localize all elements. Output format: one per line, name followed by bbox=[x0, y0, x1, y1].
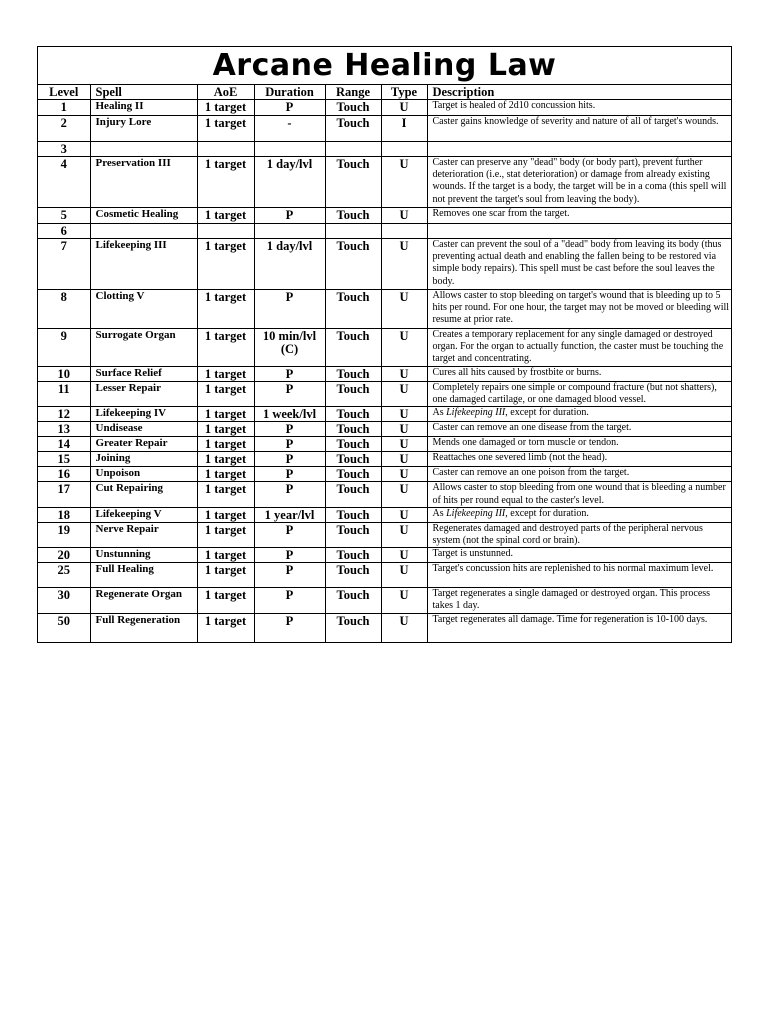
cell-duration: P bbox=[254, 437, 325, 452]
cell-aoe: 1 target bbox=[197, 563, 254, 588]
cell-range: Touch bbox=[325, 367, 381, 382]
cell-spell: Preservation III bbox=[90, 157, 197, 208]
cell-aoe: 1 target bbox=[197, 239, 254, 290]
table-row bbox=[38, 329, 732, 367]
table-row bbox=[38, 208, 732, 224]
cell-aoe: 1 target bbox=[197, 382, 254, 407]
cell-spell: Injury Lore bbox=[90, 116, 197, 142]
cell-duration: 10 min/lvl (C) bbox=[254, 329, 325, 367]
cell-duration: P bbox=[254, 290, 325, 329]
cell-range: Touch bbox=[325, 157, 381, 208]
cell-spell: Nerve Repair bbox=[90, 522, 197, 547]
cell-duration: P bbox=[254, 100, 325, 116]
cell-spell: Lesser Repair bbox=[90, 382, 197, 407]
cell-type bbox=[381, 142, 427, 157]
spell-table bbox=[38, 85, 732, 642]
header-duration: Duration bbox=[254, 85, 325, 100]
cell-aoe: 1 target bbox=[197, 367, 254, 382]
cell-type: U bbox=[381, 452, 427, 467]
cell-description: Target is healed of 2d10 concussion hits. bbox=[427, 100, 732, 116]
table-row bbox=[38, 239, 732, 290]
cell-type: U bbox=[381, 614, 427, 642]
cell-description: Caster can preserve any "dead" body (or body part), prevent further deterioration (i.e., stat deterioration) or damage from already existing wounds. If the target is a body, the target will be in a coma (this spell will not prevent the target's soul from leaving the body). bbox=[427, 157, 732, 208]
table-row bbox=[38, 522, 732, 547]
cell-level: 4 bbox=[38, 157, 90, 208]
cell-spell: Full Regeneration bbox=[90, 614, 197, 642]
cell-spell: Cosmetic Healing bbox=[90, 208, 197, 224]
cell-range: Touch bbox=[325, 407, 381, 422]
description-text: , except for duration. bbox=[505, 407, 589, 419]
cell-duration: P bbox=[254, 614, 325, 642]
cell-spell: Joining bbox=[90, 452, 197, 467]
cell-aoe: 1 target bbox=[197, 100, 254, 116]
cell-duration: P bbox=[254, 382, 325, 407]
cell-duration: P bbox=[254, 422, 325, 437]
cell-spell: Greater Repair bbox=[90, 437, 197, 452]
description-text: , except for duration. bbox=[505, 507, 589, 519]
cell-aoe: 1 target bbox=[197, 614, 254, 642]
cell-description: Removes one scar from the target. bbox=[427, 208, 732, 224]
cell-type: U bbox=[381, 437, 427, 452]
cell-description: Reattaches one severed limb (not the head). bbox=[427, 452, 732, 467]
cell-spell: Full Healing bbox=[90, 563, 197, 588]
cell-type: U bbox=[381, 467, 427, 482]
cell-level: 5 bbox=[38, 208, 90, 224]
cell-duration: P bbox=[254, 548, 325, 563]
cell-level: 13 bbox=[38, 422, 90, 437]
page-title: Arcane Healing Law bbox=[38, 47, 731, 85]
cell-range: Touch bbox=[325, 452, 381, 467]
cell-description: Caster can prevent the soul of a "dead" body from leaving its body (thus preventing actual death and enabling the fallen being to be restored via simple body repairs). This spell must be cast before the soul leaves the body. bbox=[427, 239, 732, 290]
cell-aoe: 1 target bbox=[197, 208, 254, 224]
cell-duration: P bbox=[254, 208, 325, 224]
cell-type: U bbox=[381, 407, 427, 422]
cell-level: 25 bbox=[38, 563, 90, 588]
cell-spell bbox=[90, 142, 197, 157]
cell-aoe: 1 target bbox=[197, 290, 254, 329]
cell-type: U bbox=[381, 208, 427, 224]
cell-type: U bbox=[381, 100, 427, 116]
cell-level: 14 bbox=[38, 437, 90, 452]
table-row bbox=[38, 467, 732, 482]
cell-aoe: 1 target bbox=[197, 507, 254, 522]
cell-spell: Undisease bbox=[90, 422, 197, 437]
table-row bbox=[38, 382, 732, 407]
cell-level: 30 bbox=[38, 588, 90, 614]
cell-spell: Unstunning bbox=[90, 548, 197, 563]
cell-duration: P bbox=[254, 588, 325, 614]
cell-level: 1 bbox=[38, 100, 90, 116]
cell-type: U bbox=[381, 382, 427, 407]
cell-level: 15 bbox=[38, 452, 90, 467]
cell-aoe bbox=[197, 142, 254, 157]
table-row bbox=[38, 614, 732, 642]
cell-type: U bbox=[381, 367, 427, 382]
cell-spell: Regenerate Organ bbox=[90, 588, 197, 614]
cell-type: U bbox=[381, 290, 427, 329]
cell-type: U bbox=[381, 588, 427, 614]
cell-level: 12 bbox=[38, 407, 90, 422]
cell-spell: Unpoison bbox=[90, 467, 197, 482]
cell-aoe: 1 target bbox=[197, 437, 254, 452]
table-row bbox=[38, 588, 732, 614]
table-row bbox=[38, 100, 732, 116]
cell-spell bbox=[90, 224, 197, 239]
cell-spell: Surface Relief bbox=[90, 367, 197, 382]
cell-description: Completely repairs one simple or compound fracture (but not shatters), one damaged cartilage, or one damaged blood vessel. bbox=[427, 382, 732, 407]
cell-duration: P bbox=[254, 482, 325, 507]
cell-range: Touch bbox=[325, 522, 381, 547]
table-row bbox=[38, 452, 732, 467]
cell-type bbox=[381, 224, 427, 239]
cell-range: Touch bbox=[325, 382, 381, 407]
cell-type: U bbox=[381, 482, 427, 507]
cell-description: Caster gains knowledge of severity and nature of all of target's wounds. bbox=[427, 116, 732, 142]
cell-description: Mends one damaged or torn muscle or tendon. bbox=[427, 437, 732, 452]
cell-type: U bbox=[381, 522, 427, 547]
description-prefix: As bbox=[432, 407, 447, 419]
cell-type: U bbox=[381, 563, 427, 588]
cell-aoe: 1 target bbox=[197, 116, 254, 142]
cell-spell: Lifekeeping V bbox=[90, 507, 197, 522]
cell-level: 17 bbox=[38, 482, 90, 507]
cell-range: Touch bbox=[325, 100, 381, 116]
cell-description: Target's concussion hits are replenished to his normal maximum level. bbox=[427, 563, 732, 588]
cell-level: 8 bbox=[38, 290, 90, 329]
cell-aoe: 1 target bbox=[197, 588, 254, 614]
cell-aoe: 1 target bbox=[197, 407, 254, 422]
header-aoe: AoE bbox=[197, 85, 254, 100]
cell-description bbox=[427, 507, 732, 522]
cell-aoe: 1 target bbox=[197, 422, 254, 437]
cell-type: U bbox=[381, 329, 427, 367]
cell-duration bbox=[254, 142, 325, 157]
cell-level: 50 bbox=[38, 614, 90, 642]
table-row bbox=[38, 437, 732, 452]
table-row bbox=[38, 507, 732, 522]
cell-aoe bbox=[197, 224, 254, 239]
cell-aoe: 1 target bbox=[197, 157, 254, 208]
table-row bbox=[38, 290, 732, 329]
cell-type: U bbox=[381, 548, 427, 563]
cell-range: Touch bbox=[325, 482, 381, 507]
spell-sheet bbox=[37, 46, 732, 643]
cell-range: Touch bbox=[325, 614, 381, 642]
cell-level: 3 bbox=[38, 142, 90, 157]
cell-level: 11 bbox=[38, 382, 90, 407]
cell-duration bbox=[254, 224, 325, 239]
header-range: Range bbox=[325, 85, 381, 100]
cell-type: U bbox=[381, 422, 427, 437]
cell-level: 6 bbox=[38, 224, 90, 239]
table-row bbox=[38, 157, 732, 208]
cell-type: I bbox=[381, 116, 427, 142]
cell-level: 19 bbox=[38, 522, 90, 547]
cell-level: 18 bbox=[38, 507, 90, 522]
cell-aoe: 1 target bbox=[197, 482, 254, 507]
cell-duration: P bbox=[254, 522, 325, 547]
cell-duration: P bbox=[254, 467, 325, 482]
cell-aoe: 1 target bbox=[197, 522, 254, 547]
cell-duration: - bbox=[254, 116, 325, 142]
header-type: Type bbox=[381, 85, 427, 100]
cell-duration: P bbox=[254, 452, 325, 467]
table-row bbox=[38, 224, 732, 239]
cell-aoe: 1 target bbox=[197, 452, 254, 467]
table-row bbox=[38, 116, 732, 142]
description-prefix: As bbox=[432, 507, 447, 519]
cell-description: Allows caster to stop bleeding on target's wound that is bleeding up to 5 hits per round. For one hour, the target may not be moved or bleeding will resume at prior rate. bbox=[427, 290, 732, 329]
cell-description: Target is unstunned. bbox=[427, 548, 732, 563]
cell-level: 9 bbox=[38, 329, 90, 367]
table-row bbox=[38, 482, 732, 507]
cell-aoe: 1 target bbox=[197, 467, 254, 482]
cell-level: 2 bbox=[38, 116, 90, 142]
description-spell-reference: Lifekeeping III bbox=[446, 407, 506, 419]
cell-description: Allows caster to stop bleeding from one wound that is bleeding a number of hits per round equal to the caster's level. bbox=[427, 482, 732, 507]
cell-duration: P bbox=[254, 563, 325, 588]
cell-aoe: 1 target bbox=[197, 548, 254, 563]
cell-description: Caster can remove an one poison from the target. bbox=[427, 467, 732, 482]
cell-description bbox=[427, 224, 732, 239]
table-row bbox=[38, 422, 732, 437]
cell-range: Touch bbox=[325, 290, 381, 329]
cell-description: Target regenerates a single damaged or destroyed organ. This process takes 1 day. bbox=[427, 588, 732, 614]
cell-description: Regenerates damaged and destroyed parts of the peripheral nervous system (not the spinal cord or brain). bbox=[427, 522, 732, 547]
cell-type: U bbox=[381, 507, 427, 522]
table-row bbox=[38, 142, 732, 157]
cell-level: 7 bbox=[38, 239, 90, 290]
cell-description bbox=[427, 142, 732, 157]
cell-duration: 1 year/lvl bbox=[254, 507, 325, 522]
cell-duration: P bbox=[254, 367, 325, 382]
cell-range: Touch bbox=[325, 467, 381, 482]
cell-description bbox=[427, 407, 732, 422]
cell-description: Cures all hits caused by frostbite or burns. bbox=[427, 367, 732, 382]
cell-level: 16 bbox=[38, 467, 90, 482]
cell-duration: 1 day/lvl bbox=[254, 157, 325, 208]
table-row bbox=[38, 367, 732, 382]
cell-type: U bbox=[381, 239, 427, 290]
cell-level: 10 bbox=[38, 367, 90, 382]
cell-duration: 1 day/lvl bbox=[254, 239, 325, 290]
cell-aoe: 1 target bbox=[197, 329, 254, 367]
header-spell: Spell bbox=[90, 85, 197, 100]
cell-range: Touch bbox=[325, 208, 381, 224]
cell-range: Touch bbox=[325, 329, 381, 367]
cell-spell: Clotting V bbox=[90, 290, 197, 329]
table-body bbox=[38, 100, 732, 642]
cell-range: Touch bbox=[325, 422, 381, 437]
cell-spell: Lifekeeping IV bbox=[90, 407, 197, 422]
table-header-row bbox=[38, 85, 732, 100]
header-description: Description bbox=[427, 85, 732, 100]
cell-range: Touch bbox=[325, 507, 381, 522]
cell-description: Caster can remove an one disease from the target. bbox=[427, 422, 732, 437]
cell-range: Touch bbox=[325, 548, 381, 563]
cell-description: Creates a temporary replacement for any single damaged or destroyed organ. For the organ to actually function, the caster must be touching the target and concentrating. bbox=[427, 329, 732, 367]
cell-range bbox=[325, 224, 381, 239]
cell-type: U bbox=[381, 157, 427, 208]
cell-range bbox=[325, 142, 381, 157]
cell-duration: 1 week/lvl bbox=[254, 407, 325, 422]
cell-spell: Healing II bbox=[90, 100, 197, 116]
cell-range: Touch bbox=[325, 563, 381, 588]
header-level: Level bbox=[38, 85, 90, 100]
cell-range: Touch bbox=[325, 239, 381, 290]
cell-spell: Surrogate Organ bbox=[90, 329, 197, 367]
cell-range: Touch bbox=[325, 437, 381, 452]
cell-range: Touch bbox=[325, 588, 381, 614]
cell-spell: Lifekeeping III bbox=[90, 239, 197, 290]
cell-level: 20 bbox=[38, 548, 90, 563]
description-spell-reference: Lifekeeping III bbox=[446, 507, 506, 519]
cell-description: Target regenerates all damage. Time for regeneration is 10-100 days. bbox=[427, 614, 732, 642]
cell-range: Touch bbox=[325, 116, 381, 142]
cell-spell: Cut Repairing bbox=[90, 482, 197, 507]
table-row bbox=[38, 563, 732, 588]
table-row bbox=[38, 407, 732, 422]
table-row bbox=[38, 548, 732, 563]
